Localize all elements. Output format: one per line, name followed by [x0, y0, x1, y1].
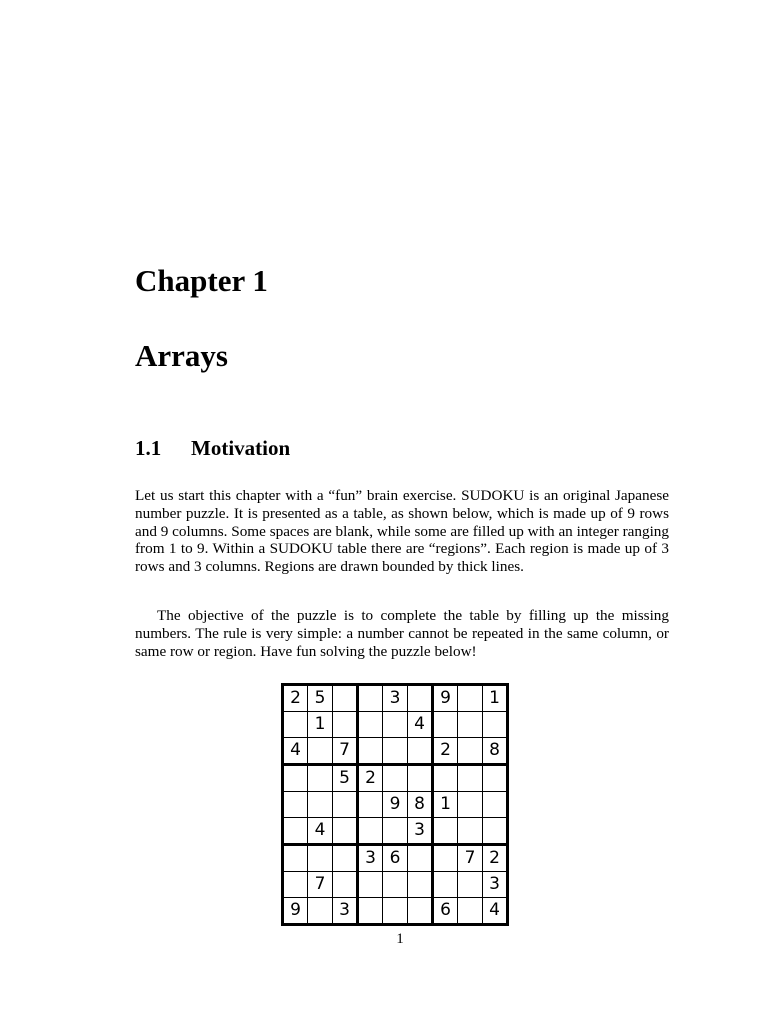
sudoku-cell: 2	[358, 765, 383, 792]
sudoku-cell: 6	[383, 845, 408, 872]
sudoku-cell	[383, 712, 408, 738]
chapter-title: Arrays	[135, 338, 228, 373]
sudoku-row	[283, 685, 508, 712]
sudoku-cell	[408, 685, 433, 712]
sudoku-cell: 8	[483, 738, 508, 765]
sudoku-row	[283, 765, 508, 792]
sudoku-cell: 4	[283, 738, 308, 765]
sudoku-cell: 2	[433, 738, 458, 765]
sudoku-cell: 3	[358, 845, 383, 872]
sudoku-cell	[408, 872, 433, 898]
sudoku-cell: 3	[408, 818, 433, 845]
sudoku-cell	[283, 792, 308, 818]
sudoku-cell	[458, 712, 483, 738]
sudoku-cell: 2	[483, 845, 508, 872]
sudoku-cell	[433, 845, 458, 872]
sudoku-cell	[283, 818, 308, 845]
sudoku-cell: 3	[333, 898, 358, 925]
sudoku-cell	[358, 872, 383, 898]
sudoku-cell: 4	[483, 898, 508, 925]
sudoku-row	[283, 712, 508, 738]
sudoku-cell	[333, 845, 358, 872]
sudoku-cell	[408, 898, 433, 925]
sudoku-grid	[281, 683, 509, 926]
sudoku-cell: 9	[433, 685, 458, 712]
sudoku-cell	[383, 818, 408, 845]
sudoku-cell	[333, 712, 358, 738]
sudoku-cell: 4	[408, 712, 433, 738]
sudoku-cell	[283, 845, 308, 872]
sudoku-cell	[458, 792, 483, 818]
sudoku-cell	[408, 845, 433, 872]
sudoku-cell: 5	[308, 685, 333, 712]
sudoku-cell	[358, 712, 383, 738]
sudoku-cell	[483, 818, 508, 845]
sudoku-cell	[283, 872, 308, 898]
sudoku-cell	[308, 845, 333, 872]
chapter-label: Chapter 1	[135, 263, 268, 298]
sudoku-cell: 7	[308, 872, 333, 898]
objective-paragraph: The objective of the puzzle is to complete the table by filling up the missing numbers. The rule is very simple: a number cannot be repeated in the same column, or same row or region. Have fun solving the puzzle below!	[135, 607, 669, 660]
sudoku-row	[283, 845, 508, 872]
sudoku-cell: 1	[433, 792, 458, 818]
sudoku-cell	[433, 712, 458, 738]
sudoku-cell	[333, 792, 358, 818]
sudoku-cell	[333, 872, 358, 898]
sudoku-row	[283, 738, 508, 765]
sudoku-cell: 9	[383, 792, 408, 818]
section-title: Motivation	[191, 436, 291, 460]
sudoku-cell	[383, 898, 408, 925]
sudoku-cell: 8	[408, 792, 433, 818]
sudoku-row	[283, 898, 508, 925]
sudoku-cell	[358, 792, 383, 818]
page-number: 1	[396, 931, 404, 947]
sudoku-row	[283, 818, 508, 845]
sudoku-cell	[433, 765, 458, 792]
sudoku-row	[283, 872, 508, 898]
sudoku-cell	[383, 765, 408, 792]
sudoku-cell	[458, 898, 483, 925]
section-heading	[135, 434, 290, 462]
sudoku-cell	[458, 685, 483, 712]
sudoku-cell	[308, 765, 333, 792]
sudoku-cell	[408, 765, 433, 792]
sudoku-cell	[483, 765, 508, 792]
sudoku-cell: 3	[483, 872, 508, 898]
sudoku-cell: 7	[333, 738, 358, 765]
sudoku-cell: 3	[383, 685, 408, 712]
sudoku-cell	[358, 898, 383, 925]
sudoku-cell: 1	[308, 712, 333, 738]
sudoku-cell	[433, 818, 458, 845]
sudoku-cell	[383, 872, 408, 898]
section-number: 1.1	[135, 436, 162, 460]
sudoku-cell	[283, 765, 308, 792]
sudoku-cell: 5	[333, 765, 358, 792]
sudoku-cell	[308, 898, 333, 925]
sudoku-cell	[458, 765, 483, 792]
sudoku-cell: 6	[433, 898, 458, 925]
sudoku-cell	[458, 738, 483, 765]
sudoku-cell	[308, 792, 333, 818]
sudoku-cell	[483, 792, 508, 818]
sudoku-cell	[408, 738, 433, 765]
sudoku-cell: 1	[483, 685, 508, 712]
intro-paragraph: Let us start this chapter with a “fun” brain exercise. SUDOKU is an original Japanese number puzzle. It is presented as a table, as shown below, which is made up of 9 rows and 9 columns. Some spaces are blank, while some are filled up with an integer ranging from 1 to 9. Within a SUDOKU table there are “regions”. Each region is made up of 3 rows and 3 columns. Regions are drawn bounded by thick lines.	[135, 487, 669, 576]
sudoku-cell	[333, 685, 358, 712]
sudoku-cell	[308, 738, 333, 765]
sudoku-cell: 4	[308, 818, 333, 845]
sudoku-cell	[458, 818, 483, 845]
sudoku-row	[283, 792, 508, 818]
sudoku-cell	[458, 872, 483, 898]
sudoku-cell	[283, 712, 308, 738]
sudoku-cell	[358, 685, 383, 712]
sudoku-cell	[433, 872, 458, 898]
sudoku-cell: 7	[458, 845, 483, 872]
sudoku-cell	[333, 818, 358, 845]
sudoku-cell	[483, 712, 508, 738]
sudoku-cell	[358, 738, 383, 765]
sudoku-cell: 2	[283, 685, 308, 712]
sudoku-cell: 9	[283, 898, 308, 925]
sudoku-cell	[358, 818, 383, 845]
sudoku-cell	[383, 738, 408, 765]
